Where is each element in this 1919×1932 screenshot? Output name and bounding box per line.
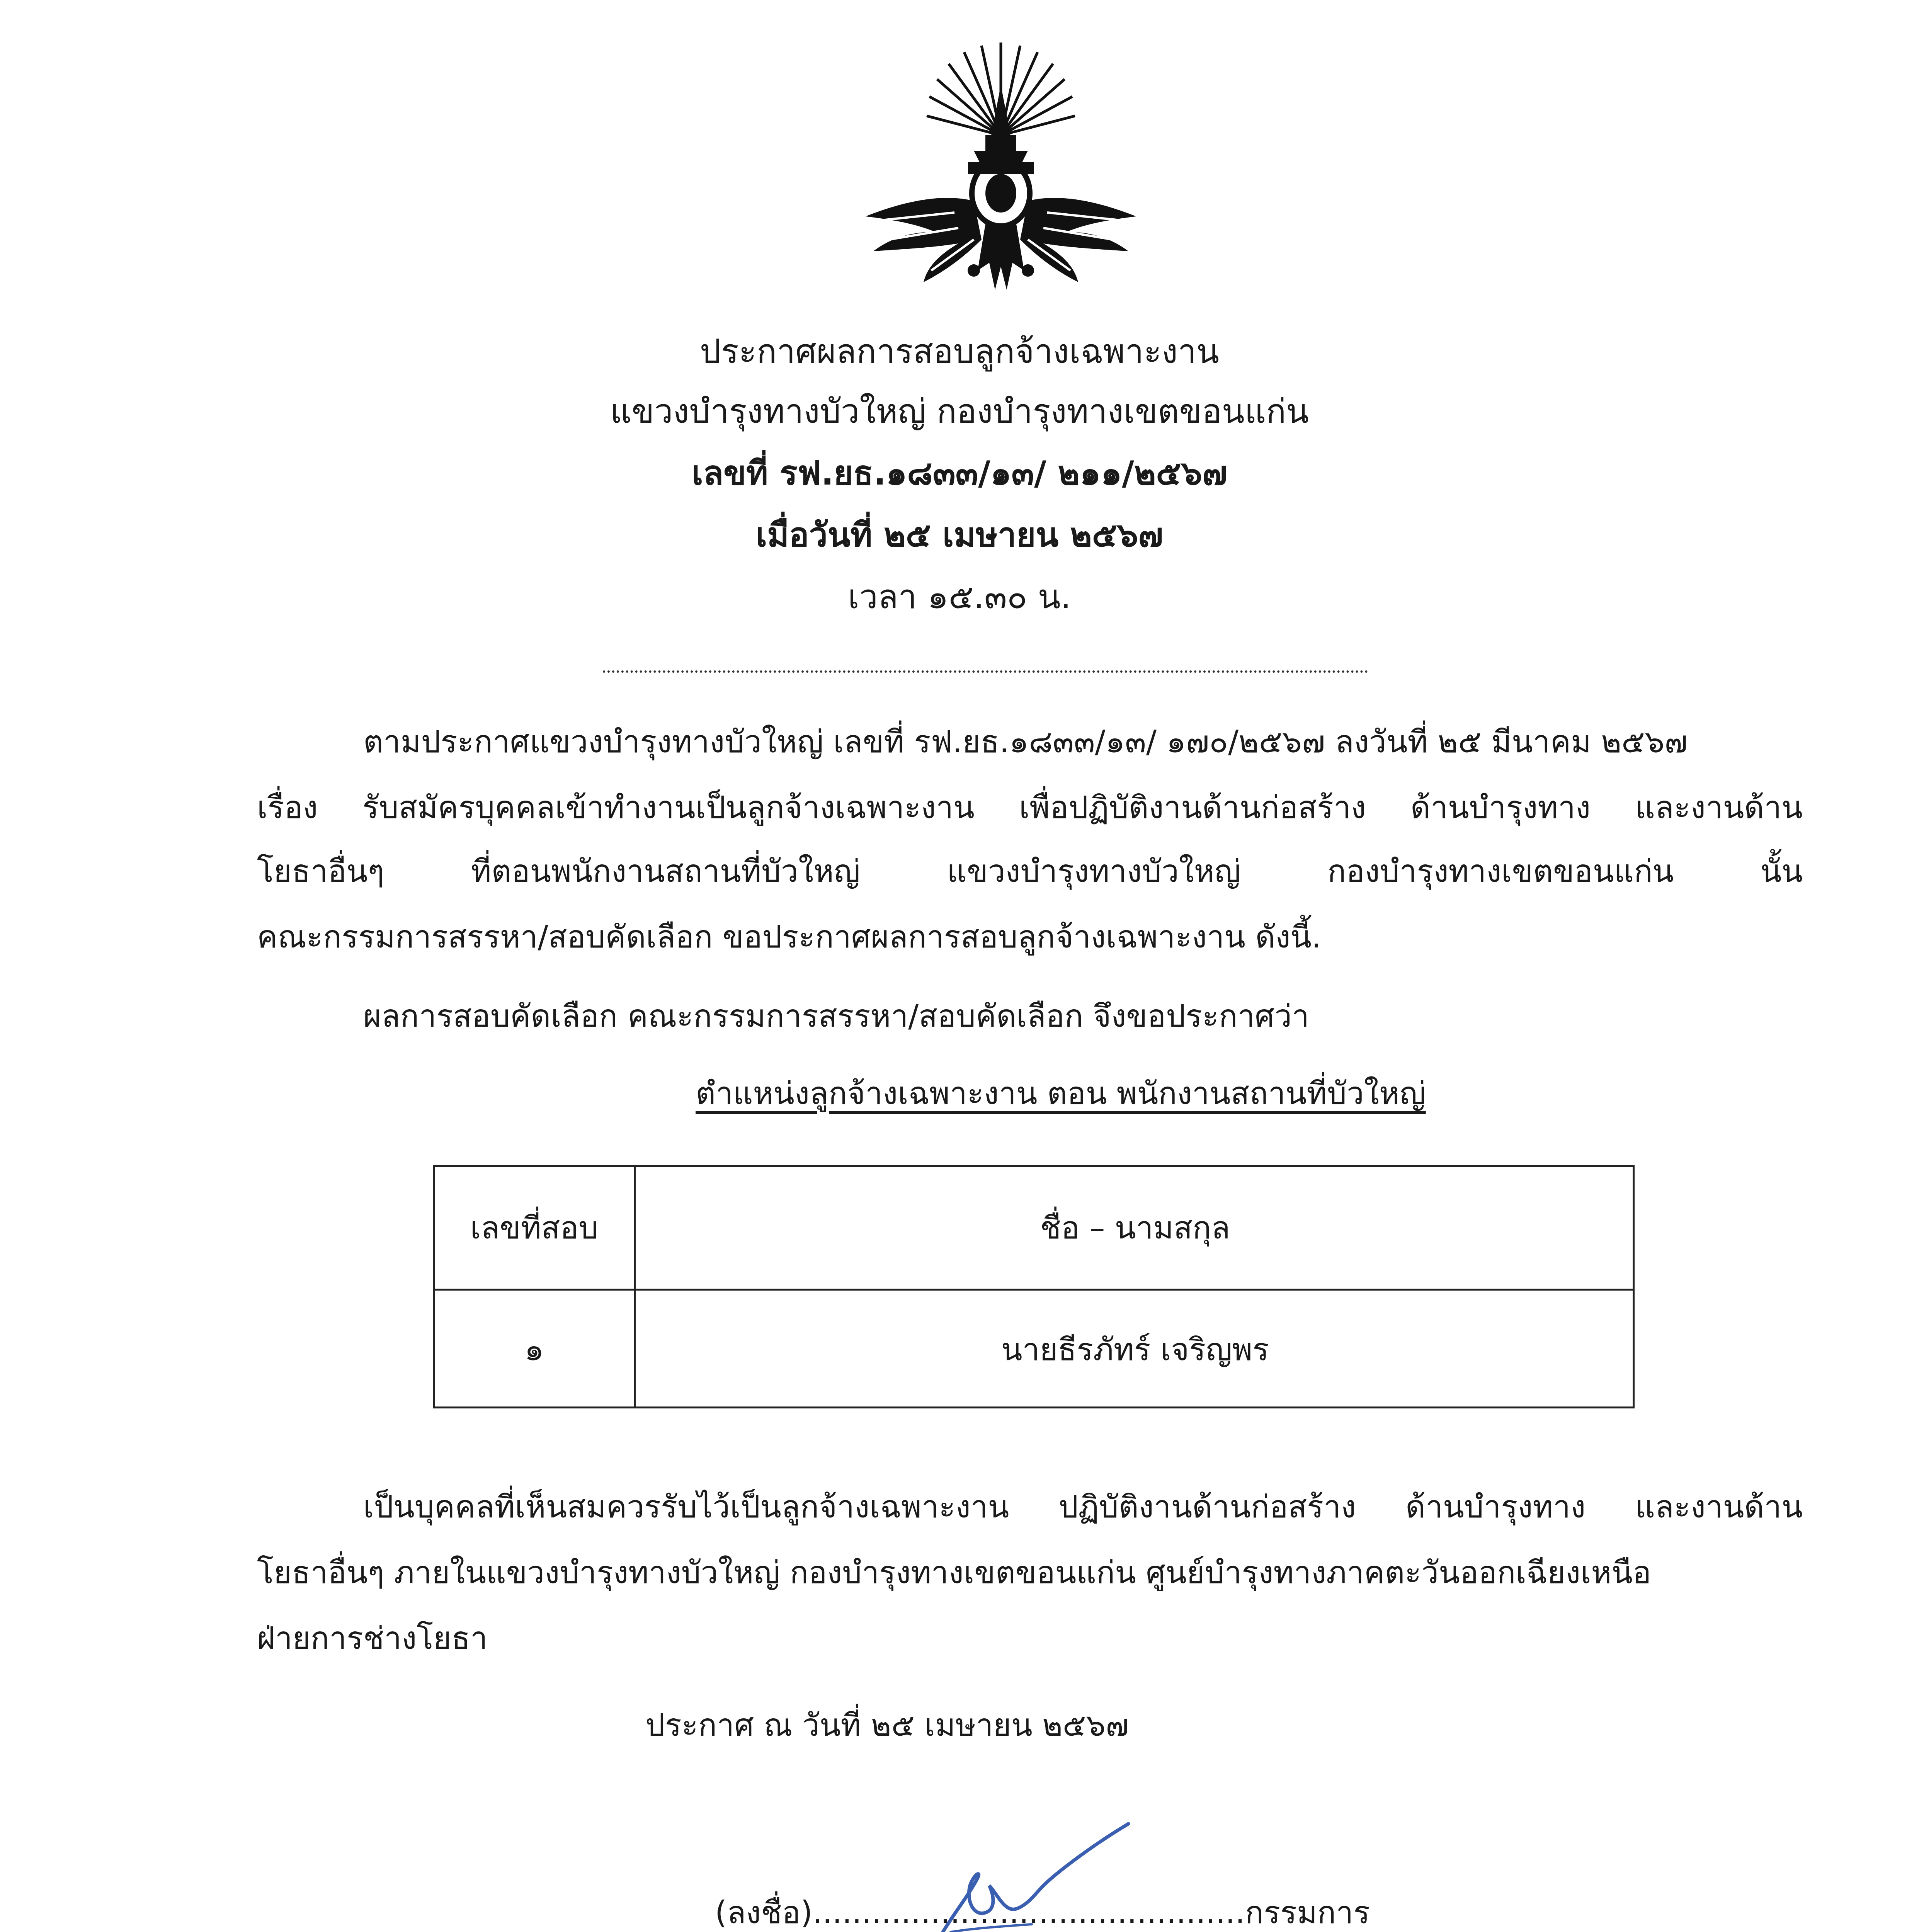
paragraph-line: คณะกรรมการสรรหา/สอบคัดเลือก ขอประกาศผลการสอบลูกจ้างเฉพาะงาน ดังนี้. xyxy=(257,919,1322,955)
conclusion-line: ฝ่ายการช่างโยธา xyxy=(257,1620,488,1656)
state-railway-emblem xyxy=(858,39,1144,301)
paragraph-line: ตามประกาศแขวงบำรุงทางบัวใหญ่ เลขที่ รฟ.ยธ.๑๘๓๓/๑๓/ ๑๗๐/๒๕๖๗ ลงวันที่ ๒๕ มีนาคม ๒๕๖๗ xyxy=(363,724,1688,760)
signature-line: (ลงชื่อ)............................................กรรมการ xyxy=(715,1895,1370,1930)
announcement-date: เมื่อวันที่ ๒๕ เมษายน ๒๕๖๗ xyxy=(755,516,1164,554)
announcement-title: ประกาศผลการสอบลูกจ้างเฉพาะงาน xyxy=(700,332,1219,371)
document-number: เลขที่ รฟ.ยธ.๑๘๓๓/๑๓/ ๒๑๑/๒๕๖๗ xyxy=(692,454,1227,493)
table-header-full-name: ชื่อ – นามสกุล xyxy=(1040,1210,1230,1246)
table-cell-full-name: นายธีรภัทร์ เจริญพร xyxy=(1001,1332,1269,1367)
announcement-time: เวลา ๑๕.๓๐ น. xyxy=(848,578,1071,616)
handwritten-signature-1 xyxy=(927,1816,1144,1932)
conclusion-line: โยธาอื่นๆ ภายในแขวงบำรุงทางบัวใหญ่ กองบำรุงทางเขตขอนแก่น ศูนย์บำรุงทางภาคตะวันออกเฉียงเหนือ xyxy=(257,1554,1651,1590)
paragraph-line: โยธาอื่นๆ ที่ตอนพนักงานสถานที่บัวใหญ่ แขวงบำรุงทางบัวใหญ่ กองบำรุงทางเขตขอนแก่น นั้น xyxy=(257,853,1803,889)
paragraph-line: ผลการสอบคัดเลือก คณะกรรมการสรรหา/สอบคัดเลือก จึงขอประกาศว่า xyxy=(363,998,1309,1034)
paragraph-line: เรื่อง รับสมัครบุคคลเข้าทำงานเป็นลูกจ้างเฉพาะงาน เพื่อปฏิบัติงานด้านก่อสร้าง ด้านบำรุงทาง และงานด้าน xyxy=(257,789,1803,825)
table-cell-exam-number: ๑ xyxy=(524,1332,544,1367)
unit-name: แขวงบำรุงทางบัวใหญ่ กองบำรุงทางเขตขอนแก่น xyxy=(610,392,1309,431)
announce-date-line: ประกาศ ณ วันที่ ๒๕ เมษายน ๒๕๖๗ xyxy=(645,1707,1129,1743)
conclusion-line: เป็นบุคคลที่เห็นสมควรรับไว้เป็นลูกจ้างเฉพาะงาน ปฏิบัติงานด้านก่อสร้าง ด้านบำรุงทาง และงานด้าน xyxy=(363,1489,1803,1525)
dotted-divider xyxy=(603,670,1368,673)
position-title: ตำแหน่งลูกจ้างเฉพาะงาน ตอน พนักงานสถานที่บัวใหญ่ xyxy=(696,1075,1426,1111)
result-table xyxy=(433,1165,1635,1408)
table-header-exam-number: เลขที่สอบ xyxy=(470,1210,599,1246)
